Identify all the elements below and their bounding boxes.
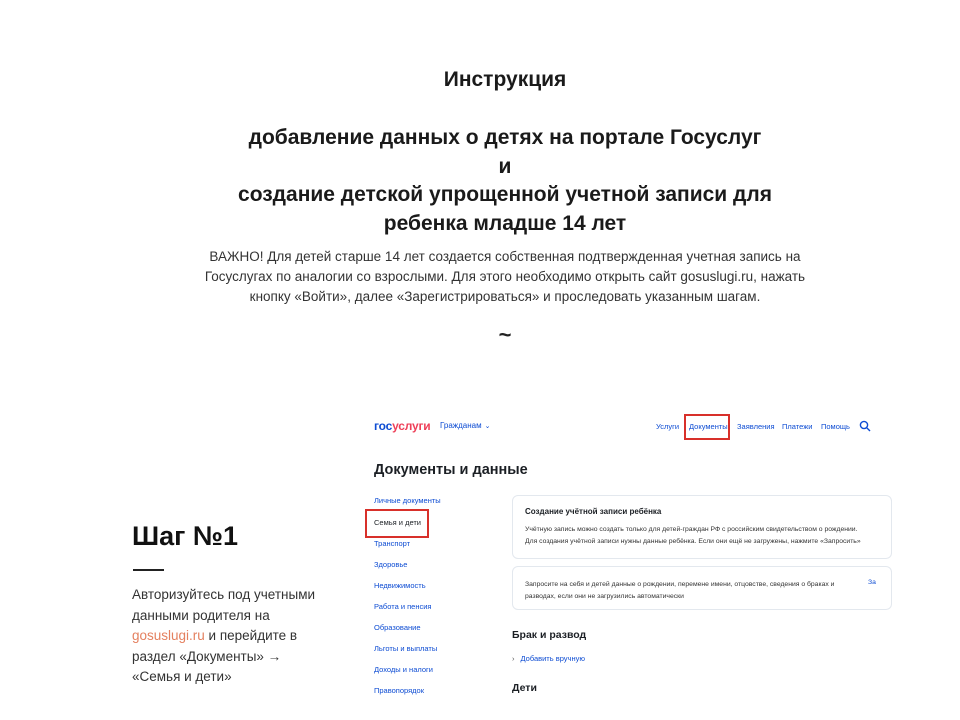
chevron-right-icon: › bbox=[512, 654, 515, 663]
add-manually-link[interactable] bbox=[512, 654, 585, 663]
nav-documents[interactable]: Документы bbox=[689, 422, 728, 431]
menu-transport[interactable]: Транспорт bbox=[374, 539, 411, 548]
menu-benefits[interactable]: Льготы и выплаты bbox=[374, 644, 438, 653]
site-header bbox=[358, 408, 874, 446]
card-title: Создание учётной записи ребёнка bbox=[525, 507, 662, 516]
citizens-dropdown[interactable] bbox=[440, 421, 491, 430]
menu-work-pension[interactable]: Работа и пенсия bbox=[374, 602, 432, 611]
step-divider bbox=[133, 569, 164, 571]
nav-payments[interactable]: Платежи bbox=[782, 422, 813, 431]
step-description bbox=[132, 585, 332, 688]
card-text bbox=[525, 524, 895, 547]
menu-personal-documents[interactable]: Личные документы bbox=[374, 496, 441, 505]
documents-page-title: Документы и данные bbox=[374, 462, 528, 478]
menu-family-children[interactable]: Семья и дети bbox=[374, 518, 421, 527]
subtitle-line: и bbox=[498, 154, 512, 178]
subtitle-line: создание детской упрощенной учетной записи для bbox=[238, 183, 772, 206]
card-text-line: Учётную запись можно создать только для детей-граждан РФ с российским свидетельством о рождении. bbox=[525, 526, 858, 533]
nav-services[interactable]: Услуги bbox=[656, 422, 680, 431]
card-text-line: разводах, если они не загрузились автоматически bbox=[525, 592, 684, 600]
menu-law-order[interactable]: Правопорядок bbox=[374, 686, 425, 695]
step-text-after: и перейдите в раздел «Документы» → «Семья и дети» bbox=[132, 628, 298, 684]
nav-applications[interactable]: Заявления bbox=[737, 422, 775, 431]
important-note: ВАЖНО! Для детей старше 14 лет создается собственная подтвержденная учетная запись на Госуслугах по аналогии со взрослыми. Для этого необходимо открыть сайт gosuslugi.ru, нажать кнопку «Войти», далее «Зарегистрироваться» и проследовать указанным шагам. bbox=[204, 249, 806, 304]
menu-education[interactable]: Образование bbox=[374, 623, 421, 632]
search-icon[interactable] bbox=[859, 420, 871, 432]
step-title: Шаг №1 bbox=[132, 521, 239, 551]
logo-part1: гос bbox=[374, 419, 393, 433]
chevron-down-icon: ⌄ bbox=[484, 423, 491, 430]
page-title: Инструкция bbox=[443, 68, 567, 91]
add-manually-label: Добавить вручную bbox=[520, 654, 585, 663]
section-children: Дети bbox=[512, 682, 537, 694]
card-text-line: Запросите на себя и детей данные о рождении, перемене имени, отцовстве, сведения о браках и bbox=[525, 581, 835, 588]
subtitle-line: ребенка младше 14 лет bbox=[383, 211, 627, 235]
documents-highlight-box bbox=[684, 414, 730, 440]
step-text-before: Авторизуйтесь под учетными данными родителя на bbox=[132, 587, 316, 623]
menu-health[interactable]: Здоровье bbox=[374, 560, 408, 569]
card-text bbox=[525, 579, 834, 602]
gosuslugi-screenshot bbox=[358, 408, 874, 700]
family-highlight-box bbox=[365, 509, 429, 538]
citizens-label: Гражданам bbox=[440, 421, 482, 430]
nav-help[interactable]: Помощь bbox=[821, 422, 850, 431]
logo-part2: услуги bbox=[392, 419, 431, 433]
divider-symbol: ~ bbox=[498, 322, 512, 347]
gosuslugi-logo[interactable] bbox=[374, 419, 430, 433]
menu-income-taxes[interactable]: Доходы и налоги bbox=[374, 665, 433, 674]
child-account-card bbox=[512, 495, 892, 559]
request-data-card bbox=[512, 566, 892, 610]
card-text-line: Для создания учётной записи нужны данные ребёнка. Если они ещё не загружены, нажмите «Запросить» bbox=[525, 537, 861, 545]
subtitle-line: добавление данных о детях на портале Госуслуг bbox=[248, 126, 762, 149]
menu-real-estate[interactable]: Недвижимость bbox=[374, 581, 426, 590]
request-button-partial[interactable]: За bbox=[868, 579, 876, 586]
gosuslugi-link[interactable]: gosuslugi.ru bbox=[132, 628, 205, 643]
subtitle bbox=[150, 124, 860, 238]
section-marriage-divorce: Брак и развод bbox=[512, 629, 587, 641]
